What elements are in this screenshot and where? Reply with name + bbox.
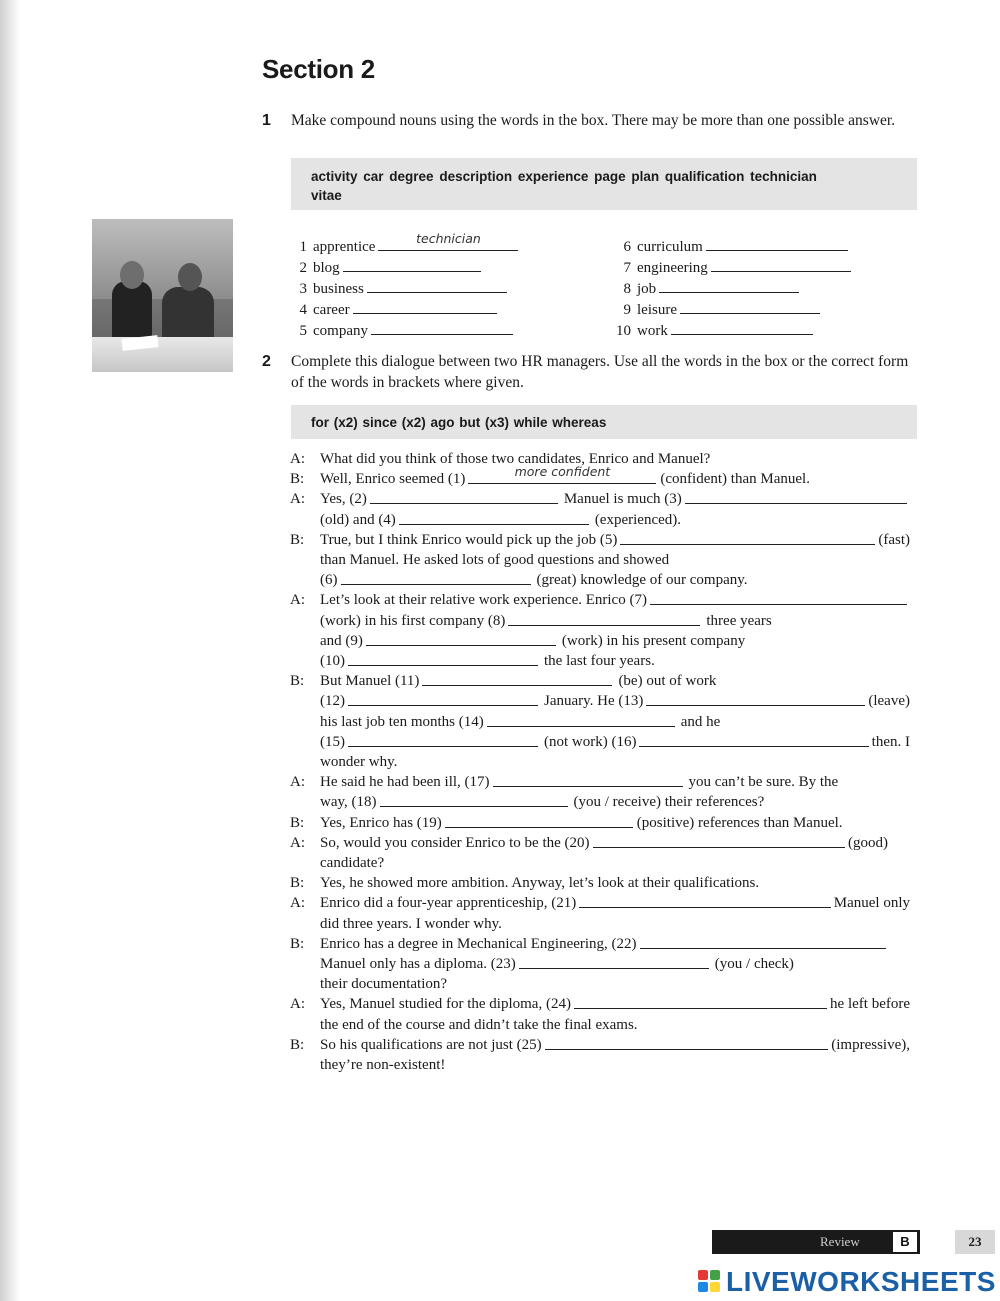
- gap-11[interactable]: [422, 671, 612, 686]
- dialogue-turn: B: Well, Enrico seemed (1) more confident (confident) than Manuel.: [290, 469, 910, 489]
- gap-16[interactable]: [639, 732, 868, 747]
- speaker-label: A:: [290, 895, 305, 912]
- q1-items-left: [291, 231, 518, 341]
- answer-blank[interactable]: [378, 231, 518, 251]
- list-item: 1 apprentice technician: [291, 236, 518, 257]
- answer-blank[interactable]: [353, 299, 497, 314]
- q1-number: 1: [262, 112, 271, 129]
- gap-22[interactable]: [640, 934, 886, 949]
- gap-1[interactable]: [468, 464, 656, 484]
- gap-7[interactable]: [650, 590, 907, 605]
- gap-3[interactable]: [685, 489, 907, 504]
- gap-20[interactable]: [593, 833, 845, 848]
- footer-bar: [712, 1230, 920, 1254]
- gap-23[interactable]: [519, 954, 709, 969]
- list-item: 9 leisure: [611, 299, 851, 320]
- dialogue-turn: A: Yes, (2) Manuel is much (3) (old) and (4) (experienced).: [290, 489, 910, 529]
- gap-4[interactable]: [399, 510, 589, 525]
- gap-8[interactable]: [508, 611, 700, 626]
- list-item: 5 company: [291, 320, 518, 341]
- dialogue: [290, 449, 910, 1075]
- gap-12[interactable]: [348, 691, 538, 706]
- list-item: 7 engineering: [611, 257, 851, 278]
- dialogue-turn: A: Let’s look at their relative work experience. Enrico (7) (work) in his first company (8) three years and (9) (work) in his present company (10) the last four years.: [290, 590, 910, 671]
- q1-items-right: [611, 236, 851, 341]
- answer-blank[interactable]: [371, 320, 513, 335]
- answer-blank[interactable]: [343, 257, 481, 272]
- dialogue-turn: A: He said he had been ill, (17) you can’t be sure. By the way, (18) (you / receive) their references?: [290, 774, 839, 811]
- gap-6[interactable]: [341, 570, 531, 585]
- q2-instruction: Complete this dialogue between two HR managers. Use all the words in the box or the correct form of the words in brackets where given.: [291, 353, 909, 391]
- dialogue-turn: B: But Manuel (11) (be) out of work (12) January. He (13) (leave) his last job ten months (14) and he (15) (not work) (16) then. I wonder why.: [290, 673, 910, 771]
- dialogue-turn: B: So his qualifications are not just (25) (impressive), they’re non-existent!: [290, 1036, 910, 1074]
- speaker-label: B:: [290, 673, 305, 690]
- dialogue-turn: B: Enrico has a degree in Mechanical Engineering, (22) Manuel only has a diploma. (23) (you / check) their documentation?: [290, 934, 910, 995]
- gap-25[interactable]: [545, 1035, 829, 1050]
- dialogue-turn: A: What did you think of those two candidates, Enrico and Manuel?: [290, 449, 910, 469]
- gap-13[interactable]: [646, 691, 865, 706]
- speaker-label: B:: [290, 471, 305, 488]
- speaker-label: B:: [290, 1036, 305, 1053]
- footer-review-label: Review: [820, 1234, 860, 1249]
- gap-21[interactable]: [579, 893, 830, 908]
- answer-blank[interactable]: [711, 257, 851, 272]
- speaker-label: B:: [290, 531, 305, 548]
- page-edge-shadow: [0, 0, 20, 1301]
- list-item: 6 curriculum: [611, 236, 851, 257]
- speaker-label: B:: [290, 875, 305, 892]
- dialogue-turn: A: Enrico did a four-year apprenticeship, (21) Manuel only did three years. I wonder why.: [290, 895, 910, 932]
- handwritten-answer: more confident: [514, 464, 611, 479]
- q2-word-box: [291, 405, 917, 439]
- list-item: 8 job: [611, 278, 851, 299]
- dialogue-turn: B: Yes, he showed more ambition. Anyway, let’s look at their qualifications.: [290, 873, 910, 893]
- answer-blank[interactable]: [659, 278, 799, 293]
- speaker-label: A:: [290, 592, 305, 609]
- speaker-label: A:: [290, 834, 305, 851]
- answer-blank[interactable]: [367, 278, 507, 293]
- answer-blank[interactable]: [706, 236, 848, 251]
- gap-5[interactable]: [620, 530, 875, 545]
- gap-17[interactable]: [493, 772, 683, 787]
- speaker-label: B:: [290, 935, 305, 952]
- photo-interview: [92, 219, 233, 372]
- footer-unit-badge: B: [893, 1232, 917, 1252]
- answer-blank[interactable]: [671, 320, 813, 335]
- liveworksheets-logo-icon: [698, 1270, 720, 1292]
- gap-10[interactable]: [348, 651, 538, 666]
- gap-14[interactable]: [487, 712, 675, 727]
- list-item: 3 business: [291, 278, 518, 299]
- gap-24[interactable]: [574, 994, 827, 1009]
- q1-word-box-text: activity car degree description experience page plan qualification technician vitae: [311, 169, 817, 203]
- q2-word-box-text: for (x2) since (x2) ago but (x3) while whereas: [311, 415, 607, 430]
- q1-word-box: [291, 158, 917, 210]
- answer-blank[interactable]: [680, 299, 820, 314]
- gap-15[interactable]: [348, 732, 538, 747]
- q1-instruction: Make compound nouns using the words in the box. There may be more than one possible answer.: [291, 112, 896, 129]
- dialogue-turn: A: So, would you consider Enrico to be the (20) (good) candidate?: [290, 834, 888, 872]
- gap-9[interactable]: [366, 631, 556, 646]
- q2-number: 2: [262, 353, 271, 370]
- page-number: 23: [955, 1230, 995, 1254]
- dialogue-turn: A: Yes, Manuel studied for the diploma, (24) he left before the end of the course and didn’t take the final exams.: [290, 996, 910, 1033]
- speaker-label: A:: [290, 996, 305, 1013]
- speaker-label: A:: [290, 774, 305, 791]
- list-item: 4 career: [291, 299, 518, 320]
- list-item: 2 blog: [291, 257, 518, 278]
- speaker-label: A:: [290, 451, 305, 467]
- speaker-label: A:: [290, 491, 305, 508]
- list-item: 10 work: [611, 320, 851, 341]
- dialogue-turn: B: Yes, Enrico has (19) (positive) references than Manuel.: [290, 813, 910, 833]
- section-title: Section 2: [262, 54, 375, 84]
- speaker-label: B:: [290, 814, 305, 831]
- watermark: LIVEWORKSHEETS: [726, 1266, 996, 1297]
- gap-2[interactable]: [370, 489, 558, 504]
- gap-18[interactable]: [380, 792, 568, 807]
- gap-19[interactable]: [445, 813, 633, 828]
- dialogue-turn: B: True, but I think Enrico would pick up the job (5) (fast) than Manuel. He asked lots of good questions and showed (6) (great) knowledge of our company.: [290, 531, 910, 589]
- handwritten-answer: technician: [416, 231, 481, 246]
